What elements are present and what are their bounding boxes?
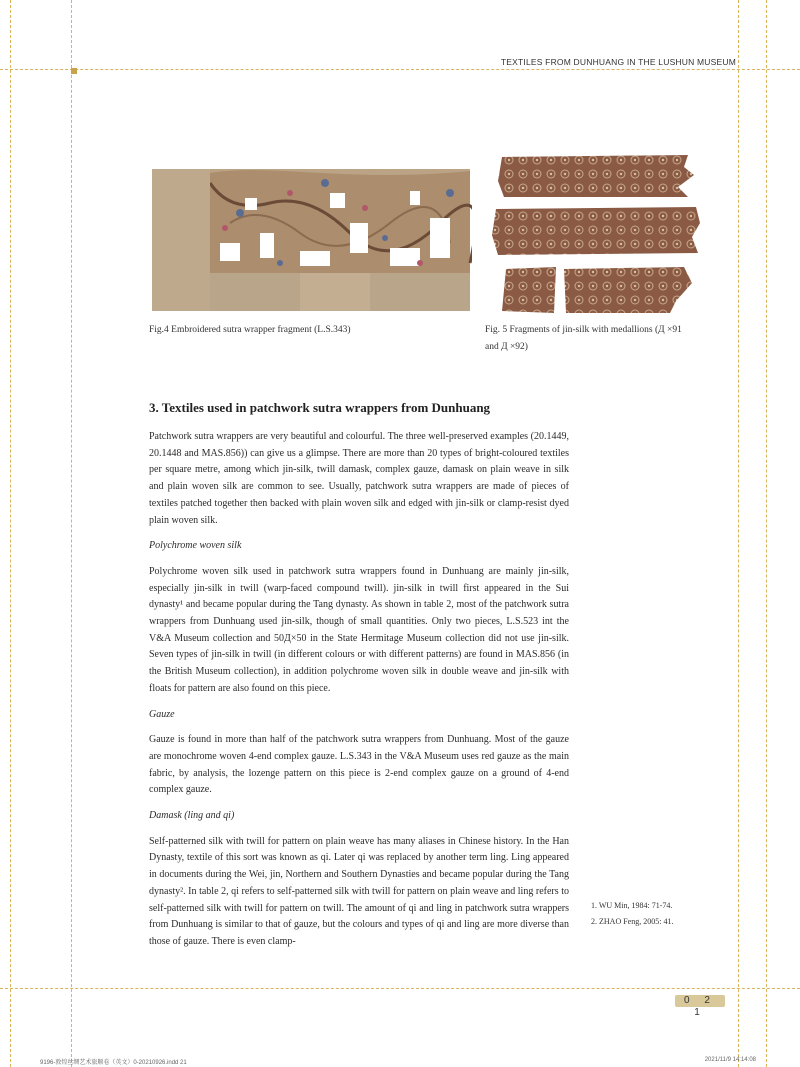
polychrome-paragraph: Polychrome woven silk used in patchwork sutra wrappers found in Dunhuang are mainly jin-silk, especially jin-silk in twill (warp-faced compound twill). jin-silk in twill first appeared in the Sui dynasty¹ and became popular during the Tang dynasty. As shown in table 2, most of the patchwork sutra wrappers from Dunhuang used jin-silk, though of small quantities. Only two pieces, L.S.523 int the V&A Museum collection and 50Д×50 in the State Hermitage Museum collection did not use jin-silk. Seven types of jin-silk in twill (in different colours or with different patterns) are found in MAS.856 (in the British Museum collection), in addition polychrome woven silk in double weave and jin-silk with floats for pattern are also found on this piece. [149, 565, 569, 694]
footnote-2: 2. ZHAO Feng, 2005: 41. [591, 917, 674, 926]
fig5-caption-line1: Fig. 5 Fragments of jin-silk with medallions (Д ×91 [485, 325, 682, 335]
guide-right [738, 0, 739, 1067]
damask-paragraph: Self-patterned silk with twill for pattern on plain weave has many aliases in Chinese history. In the Han Dynasty, textile of this sort was known as qi. Later qi was replaced by another term ling. Ling appeared in documents during the Wei, jin, Northern and Southern Dynasties and became popular during the Tang dynasty². In table 2, qi refers to self-patterned silk with twill for pattern on plain weave and ling refers to self-patterned silk with twill for pattern on twill. The amount of qi and ling in patchwork sutra wrappers from Dunhuang is similar to that of gauze, but the colours and types of qi and ling are more diverse than those of gauze. There is even clamp- [149, 835, 569, 947]
body-text [149, 429, 569, 960]
guide-top [0, 69, 800, 70]
subheading-gauze: Gauze [149, 708, 175, 720]
subheading-polychrome: Polychrome woven silk [149, 540, 242, 552]
fig4-caption: Fig.4 Embroidered sutra wrapper fragment (L.S.343) [149, 325, 351, 335]
figure-embroidered-fragment [150, 163, 472, 314]
guide-bottom [0, 988, 800, 989]
page-number: 0 2 1 [675, 995, 725, 1007]
figure-jin-silk-fragments [488, 153, 700, 316]
intro-paragraph: Patchwork sutra wrappers are very beautiful and colourful. The three well-preserved examples (20.1449, 20.1448 and MAS.856)) can give us a glimpse. There are more than 20 types of bright-coloured textiles per square metre, among which jin-silk, twill damask, complex gauze, damask on plain weave in silk and plain woven silk are common to see. Usually, patchwork sutra wrappers are made of pieces of textiles patched together then backed with plain woven silk and edged with jin-silk or clamp-resist dyed plain woven silk. [149, 431, 569, 526]
guide-left [71, 0, 72, 1067]
running-head: TEXTILES FROM DUNHUANG IN THE LUSHUN MUSEUM [500, 57, 736, 67]
section-title: 3. Textiles used in patchwork sutra wrappers from Dunhuang [149, 400, 491, 415]
header-marker [71, 68, 77, 74]
fig5-caption-line2: and Д ×92) [485, 342, 528, 352]
slug-right: 2021/11/9 14:14:08 [704, 1057, 756, 1063]
gauze-paragraph: Gauze is found in more than half of the patchwork sutra wrappers from Dunhuang. Most of the gauze are monochrome woven 4-end complex gauze. L.S.343 in the V&A Museum uses red gauze as the main fabric, by analysis, the lozenge pattern on this piece is 2-end complex gauze on a ground of 4-end complex gauze. [149, 734, 569, 796]
crop-mark-right [766, 0, 767, 1067]
fig5-caption [485, 322, 700, 356]
slug-left: 9196-敦煌丝绸艺术旅顺卷（英文）0-20210926.indd 21 [40, 1060, 187, 1066]
crop-mark-left [10, 0, 11, 1067]
footnote-1: 1. WU Min, 1984: 71-74. [591, 901, 673, 910]
footnotes [591, 898, 673, 930]
subheading-damask: Damask (ling and qi) [149, 810, 235, 822]
